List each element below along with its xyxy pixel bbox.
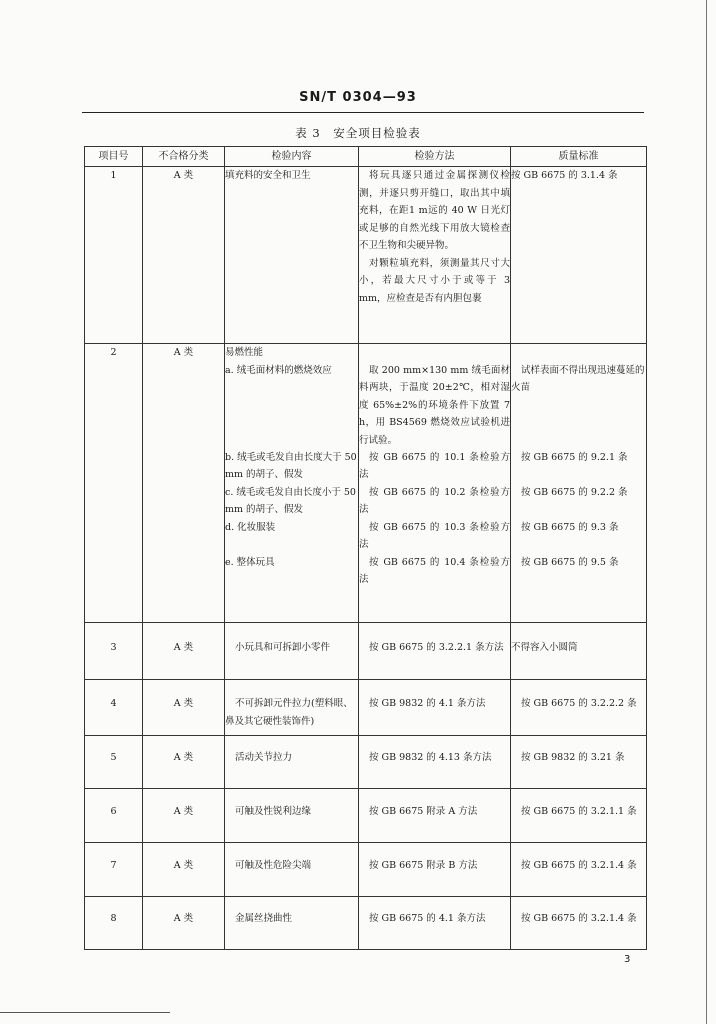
table-row — [85, 680, 647, 736]
standard-code: SN/T 0304—93 — [299, 90, 417, 105]
row-number: 1 — [85, 167, 143, 344]
row-method: 按 GB 6675 的 4.1 条方法 — [359, 897, 511, 950]
row-method — [359, 167, 511, 344]
table-row — [85, 623, 647, 680]
row-method: 按 GB 6675 附录 B 方法 — [359, 843, 511, 897]
sub-item-b: b. 绒毛或毛发自由长度大于 50 mm 的胡子、假发 — [225, 451, 357, 480]
row-content: 不可拆卸元件拉力(塑料眼、鼻及其它硬性装饰件) — [225, 680, 359, 736]
page-edge-line — [706, 0, 707, 1024]
sub-standard-a: 试样表面不得出现迅速蔓延的火苗 — [511, 364, 645, 393]
row-standard: 按 GB 6675 的 3.2.2.2 条 — [511, 680, 647, 736]
method-paragraph: 对颗粒填充料，须测量其尺寸大小，若最大尺寸小于或等于 3 mm，应检查是否有内胆包裹 — [359, 257, 510, 304]
row-class: A 类 — [143, 680, 225, 736]
row-class: A 类 — [143, 897, 225, 950]
table-row — [85, 897, 647, 950]
row-content: 可触及性危险尖端 — [225, 843, 359, 897]
table-row — [85, 344, 647, 623]
col-header-content: 检验内容 — [225, 147, 359, 167]
table-row — [85, 843, 647, 897]
row-class: A 类 — [143, 789, 225, 843]
row-content: 可触及性锐利边缘 — [225, 789, 359, 843]
sub-method-e: 按 GB 6675 的 10.4 条检验方法 — [359, 556, 510, 585]
row-method: 按 GB 6675 附录 A 方法 — [359, 789, 511, 843]
sub-method-b: 按 GB 6675 的 10.1 条检验方法 — [359, 451, 510, 480]
header-rule — [82, 112, 644, 113]
sub-method-c: 按 GB 6675 的 10.2 条检验方法 — [359, 486, 510, 515]
row-standard: 按 GB 6675 的 3.2.1.4 条 — [511, 843, 647, 897]
table-title: 表 3 安全项目检验表 — [295, 126, 421, 140]
method-paragraph: 将玩具逐只通过金属探测仪检测，并逐只剪开缝口，取出其中填充料，在距1 m远的 40 W 日光灯或足够的自然光线下用放大镜检查不卫生物和尖硬异物。 — [359, 170, 510, 251]
row-class: A 类 — [143, 344, 225, 623]
row-content: 活动关节拉力 — [225, 736, 359, 789]
row-number: 2 — [85, 344, 143, 623]
row-class: A 类 — [143, 623, 225, 680]
row-standard: 按 GB 6675 的 3.2.1.4 条 — [511, 897, 647, 950]
footer-rule — [0, 1012, 170, 1013]
row-standard: 按 GB 6675 的 3.2.1.1 条 — [511, 789, 647, 843]
row-content: 填充料的安全和卫生 — [225, 167, 359, 344]
table-row — [85, 789, 647, 843]
safety-inspection-table — [84, 146, 647, 950]
sub-item-a: a. 绒毛面材料的燃烧效应 — [225, 364, 332, 376]
sub-standard-d: 按 GB 6675 的 9.3 条 — [521, 521, 619, 533]
sub-standard-e: 按 GB 6675 的 9.5 条 — [521, 556, 619, 568]
row-method: 按 GB 9832 的 4.13 条方法 — [359, 736, 511, 789]
sub-item-c: c. 绒毛或毛发自由长度小于 50 mm 的胡子、假发 — [225, 486, 356, 515]
sub-standard-b: 按 GB 6675 的 9.2.1 条 — [521, 451, 628, 463]
col-header-no: 项目号 — [85, 147, 143, 167]
row-standard — [511, 344, 647, 623]
col-header-standard: 质量标准 — [511, 147, 647, 167]
row-number: 6 — [85, 789, 143, 843]
row-content: 小玩具和可拆卸小零件 — [225, 623, 359, 680]
row-class: A 类 — [143, 736, 225, 789]
sub-method-a: 取 200 mm×130 mm 绒毛面材料两块，于温度 20±2℃，相对湿度 65%±2%的环境条件下放置 7 h，用 BS4569 燃烧效应试验机进行试验。 — [359, 364, 510, 446]
row-content: 金属丝挠曲性 — [225, 897, 359, 950]
sub-item-d: d. 化妆服装 — [225, 521, 276, 533]
row-number: 4 — [85, 680, 143, 736]
row-standard: 不得容入小圆筒 — [511, 623, 647, 680]
row-method: 按 GB 9832 的 4.1 条方法 — [359, 680, 511, 736]
row-method: 按 GB 6675 的 3.2.2.1 条方法 — [359, 623, 511, 680]
row-number: 3 — [85, 623, 143, 680]
table-row — [85, 736, 647, 789]
row-class: A 类 — [143, 167, 225, 344]
row-content — [225, 344, 359, 623]
table-row — [85, 167, 647, 344]
sub-item-e: e. 整体玩具 — [225, 556, 275, 568]
table-header-row — [85, 147, 647, 167]
page-number: 3 — [624, 954, 631, 965]
col-header-class: 不合格分类 — [143, 147, 225, 167]
row-standard: 按 GB 6675 的 3.1.4 条 — [511, 167, 647, 344]
row-number: 5 — [85, 736, 143, 789]
row-class: A 类 — [143, 843, 225, 897]
sub-method-d: 按 GB 6675 的 10.3 条检验方法 — [359, 521, 510, 550]
sub-standard-c: 按 GB 6675 的 9.2.2 条 — [521, 486, 628, 498]
row-method — [359, 344, 511, 623]
row-standard: 按 GB 9832 的 3.21 条 — [511, 736, 647, 789]
row-number: 7 — [85, 843, 143, 897]
flammability-heading: 易燃性能 — [225, 347, 264, 358]
row-number: 8 — [85, 897, 143, 950]
col-header-method: 检验方法 — [359, 147, 511, 167]
